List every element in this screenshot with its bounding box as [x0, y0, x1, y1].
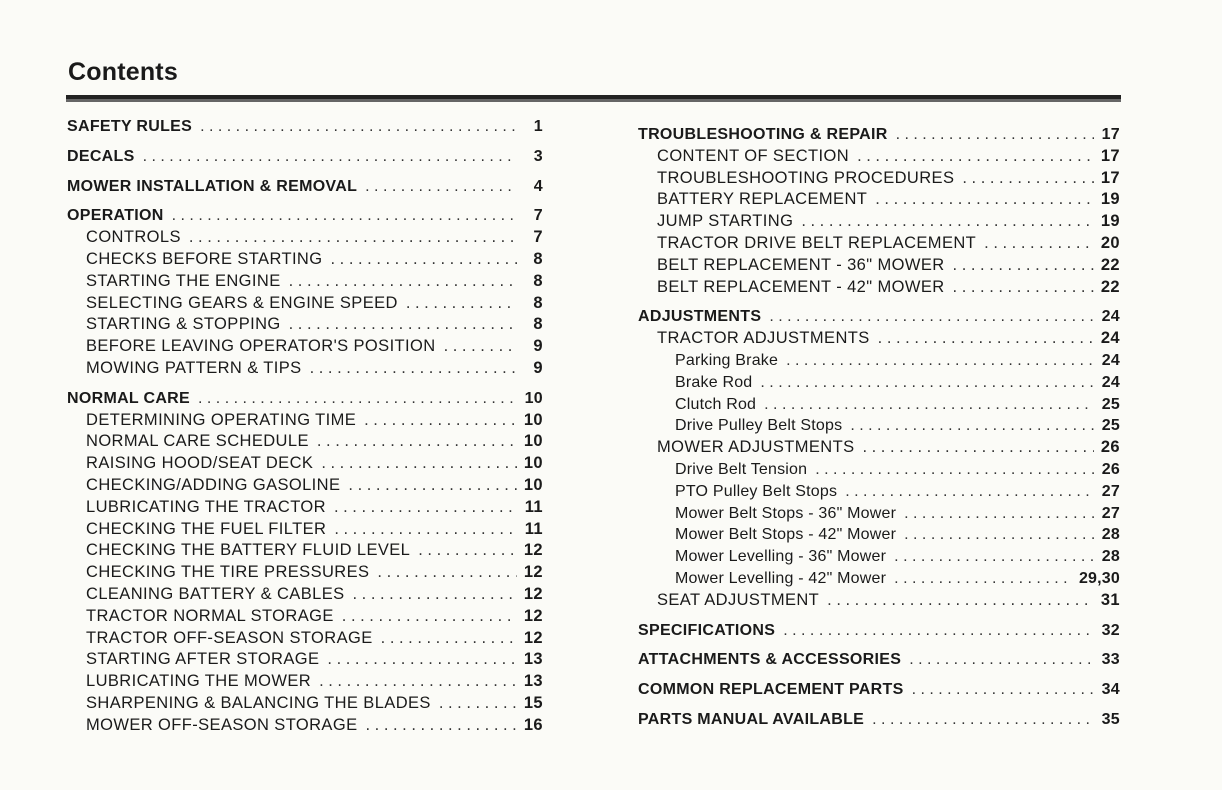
dot-leader	[439, 693, 517, 715]
dot-leader	[365, 176, 517, 198]
toc-entry	[638, 503, 1120, 525]
toc-entry-label: TRACTOR OFF-SEASON STORAGE	[86, 628, 373, 647]
toc-entry-page: 11	[524, 519, 543, 538]
toc-entry-page: 17	[1101, 126, 1120, 143]
toc-entry	[638, 350, 1120, 372]
title-divider	[66, 95, 1121, 99]
toc-entry-label: STARTING & STOPPING	[86, 315, 281, 334]
toc-entry	[67, 584, 543, 606]
toc-entry	[67, 431, 543, 453]
toc-entry-label: CHECKING THE FUEL FILTER	[86, 519, 327, 538]
toc-entry-label: Mower Levelling - 36" Mower	[675, 548, 887, 566]
toc-entry	[638, 211, 1120, 233]
toc-entry	[67, 271, 543, 293]
toc-entry-page: 8	[533, 271, 543, 290]
contents-left-column	[67, 116, 543, 737]
toc-entry-label: TROUBLESHOOTING & REPAIR	[638, 126, 888, 143]
dot-leader	[912, 679, 1094, 701]
toc-entry-page: 3	[533, 147, 543, 165]
toc-entry-page: 24	[1101, 308, 1120, 326]
toc-entry	[638, 459, 1120, 481]
toc-entry-page: 9	[533, 337, 543, 356]
dot-leader	[334, 497, 517, 519]
toc-entry-label: TROUBLESHOOTING PROCEDURES	[657, 168, 955, 187]
toc-entry-page: 15	[523, 693, 543, 712]
toc-entry	[67, 410, 543, 432]
toc-entry-label: SELECTING GEARS & ENGINE SPEED	[86, 293, 398, 312]
dot-leader	[815, 459, 1094, 481]
dot-leader	[875, 189, 1094, 211]
dot-leader	[801, 211, 1094, 233]
toc-entry-page: 33	[1101, 651, 1120, 669]
dot-leader	[894, 546, 1094, 568]
toc-entry	[638, 524, 1120, 546]
toc-entry-page: 10	[523, 475, 543, 494]
toc-entry	[638, 372, 1120, 394]
dot-leader	[321, 453, 517, 475]
toc-entry	[67, 628, 543, 650]
toc-entry-label: BELT REPLACEMENT - 42" MOWER	[657, 277, 945, 296]
toc-entry-page: 20	[1100, 233, 1120, 252]
toc-entry-page: 12	[523, 541, 543, 560]
toc-entry-page: 10	[523, 410, 543, 429]
dot-leader	[330, 249, 517, 271]
toc-entry-page: 26	[1100, 438, 1120, 457]
toc-entry-page: 10	[523, 454, 543, 473]
dot-leader	[334, 519, 517, 541]
toc-entry-label: ADJUSTMENTS	[638, 308, 762, 326]
toc-entry-page: 25	[1101, 417, 1120, 435]
dot-leader	[418, 540, 517, 562]
toc-entry-label: Mower Levelling - 42" Mower	[675, 569, 887, 587]
dot-leader	[764, 394, 1094, 416]
dot-leader	[850, 415, 1094, 437]
toc-entry-label: BEFORE LEAVING OPERATOR'S POSITION	[86, 337, 436, 356]
dot-leader	[909, 649, 1094, 671]
toc-entry-label: CHECKING/ADDING GASOLINE	[86, 475, 341, 494]
toc-entry	[638, 124, 1120, 146]
toc-entry-page: 4	[533, 177, 543, 195]
toc-entry-page: 12	[523, 584, 543, 603]
toc-entry	[67, 562, 543, 584]
toc-entry-page: 8	[533, 315, 543, 334]
toc-entry	[67, 314, 543, 336]
toc-entry	[638, 189, 1120, 211]
toc-entry	[638, 568, 1120, 590]
toc-entry-label: OPERATION	[67, 207, 164, 225]
toc-entry-page: 16	[523, 715, 543, 734]
dot-leader	[904, 503, 1094, 525]
dot-leader	[894, 568, 1073, 590]
toc-entry-label: SAFETY RULES	[67, 118, 193, 135]
toc-entry-label: LUBRICATING THE MOWER	[86, 672, 312, 691]
toc-entry-page: 17	[1100, 168, 1120, 187]
toc-entry-label: Parking Brake	[675, 351, 779, 369]
toc-entry	[638, 255, 1120, 277]
toc-entry-page: 32	[1101, 621, 1120, 639]
toc-entry	[638, 233, 1120, 255]
dot-leader	[319, 671, 517, 693]
dot-leader	[444, 336, 517, 358]
toc-entry	[638, 277, 1120, 299]
toc-entry-page: 27	[1101, 504, 1120, 522]
toc-entry-label: CONTROLS	[86, 228, 181, 247]
toc-entry-label: STARTING AFTER STORAGE	[86, 650, 320, 669]
toc-entry	[638, 168, 1120, 190]
dot-leader	[953, 255, 1094, 277]
toc-entry	[67, 249, 543, 271]
toc-entry	[67, 693, 543, 715]
toc-entry-page: 28	[1101, 526, 1120, 544]
toc-entry	[67, 293, 543, 315]
dot-leader	[953, 277, 1094, 299]
toc-entry-page: 31	[1100, 590, 1120, 609]
toc-entry-label: LUBRICATING THE TRACTOR	[86, 497, 326, 516]
dot-leader	[310, 358, 517, 380]
toc-entry-page: 7	[533, 207, 543, 225]
contents-right-column	[638, 124, 1120, 731]
toc-entry	[638, 546, 1120, 568]
toc-entry-page: 12	[523, 563, 543, 582]
dot-leader	[198, 388, 517, 410]
toc-entry-label: Mower Belt Stops - 36" Mower	[675, 504, 897, 522]
toc-entry	[638, 146, 1120, 168]
dot-leader	[786, 350, 1094, 372]
toc-entry	[638, 709, 1120, 731]
toc-entry	[638, 328, 1120, 350]
toc-entry-page: 34	[1101, 681, 1120, 699]
toc-entry	[67, 176, 543, 198]
toc-entry-page: 28	[1101, 548, 1120, 566]
toc-entry	[638, 679, 1120, 701]
toc-entry	[67, 497, 543, 519]
toc-entry	[67, 715, 543, 737]
dot-leader	[381, 628, 517, 650]
toc-entry-label: ATTACHMENTS & ACCESSORIES	[638, 651, 902, 669]
dot-leader	[327, 649, 517, 671]
dot-leader	[845, 481, 1094, 503]
toc-entry-label: Mower Belt Stops - 42" Mower	[675, 526, 897, 544]
dot-leader	[769, 306, 1094, 328]
toc-entry	[67, 671, 543, 693]
toc-entry	[67, 606, 543, 628]
dot-leader	[289, 314, 517, 336]
toc-entry-page: 13	[523, 672, 543, 691]
page-title: Contents	[68, 58, 178, 86]
toc-entry	[67, 388, 543, 410]
toc-entry-page: 22	[1100, 255, 1120, 274]
toc-entry-label: Clutch Rod	[675, 395, 757, 413]
dot-leader	[289, 271, 517, 293]
dot-leader	[143, 146, 517, 168]
toc-entry-page: 8	[533, 293, 543, 312]
toc-entry-label: JUMP STARTING	[657, 212, 794, 231]
dot-leader	[962, 168, 1094, 190]
toc-entry-page: 29,30	[1078, 569, 1120, 587]
toc-entry-label: CHECKING THE BATTERY FLUID LEVEL	[86, 541, 411, 560]
toc-entry-label: DECALS	[67, 147, 135, 165]
toc-entry-label: NORMAL CARE	[67, 389, 191, 407]
toc-entry-label: CHECKING THE TIRE PRESSURES	[86, 563, 370, 582]
toc-entry	[638, 306, 1120, 328]
dot-leader	[878, 328, 1094, 350]
toc-entry-page: 27	[1101, 482, 1120, 500]
dot-leader	[200, 116, 517, 138]
dot-leader	[857, 146, 1094, 168]
toc-entry	[638, 394, 1120, 416]
toc-entry-label: CLEANING BATTERY & CABLES	[86, 584, 345, 603]
toc-entry-label: SEAT ADJUSTMENT	[657, 590, 820, 609]
toc-entry-page: 12	[523, 628, 543, 647]
toc-entry-page: 7	[533, 228, 543, 247]
toc-entry	[638, 590, 1120, 612]
dot-leader	[342, 606, 517, 628]
toc-entry-page: 19	[1100, 212, 1120, 231]
toc-entry-page: 24	[1101, 373, 1120, 391]
toc-entry-label: Drive Pulley Belt Stops	[675, 417, 843, 435]
toc-entry-label: Brake Rod	[675, 373, 753, 391]
toc-entry	[638, 437, 1120, 459]
dot-leader	[189, 227, 517, 249]
toc-entry-page: 17	[1100, 146, 1120, 165]
toc-entry	[638, 481, 1120, 503]
dot-leader	[348, 475, 517, 497]
toc-entry-page: 24	[1100, 329, 1120, 348]
toc-entry-label: DETERMINING OPERATING TIME	[86, 410, 357, 429]
dot-leader	[896, 124, 1094, 146]
toc-entry-label: COMMON REPLACEMENT PARTS	[638, 681, 904, 699]
toc-entry-label: RAISING HOOD/SEAT DECK	[86, 454, 314, 473]
toc-entry-label: TRACTOR NORMAL STORAGE	[86, 606, 334, 625]
toc-entry	[67, 358, 543, 380]
toc-entry-label: TRACTOR ADJUSTMENTS	[657, 329, 870, 348]
toc-entry	[67, 336, 543, 358]
dot-leader	[172, 205, 517, 227]
toc-entry-label: CONTENT OF SECTION	[657, 146, 850, 165]
toc-entry-label: BATTERY REPLACEMENT	[657, 190, 868, 209]
toc-entry	[67, 116, 543, 138]
toc-entry	[67, 649, 543, 671]
dot-leader	[364, 410, 517, 432]
toc-entry	[67, 519, 543, 541]
toc-entry-label: Drive Belt Tension	[675, 460, 808, 478]
toc-entry-page: 22	[1100, 277, 1120, 296]
dot-leader	[406, 293, 517, 315]
toc-entry	[638, 620, 1120, 642]
dot-leader	[827, 590, 1094, 612]
toc-entry-label: MOWER OFF-SEASON STORAGE	[86, 715, 358, 734]
toc-entry-label: MOWING PATTERN & TIPS	[86, 358, 302, 377]
toc-entry-label: STARTING THE ENGINE	[86, 271, 281, 290]
toc-entry-label: SHARPENING & BALANCING THE BLADES	[86, 693, 431, 712]
toc-entry-page: 19	[1100, 190, 1120, 209]
toc-entry	[67, 146, 543, 168]
toc-entry-label: PARTS MANUAL AVAILABLE	[638, 710, 865, 728]
toc-entry-page: 13	[523, 650, 543, 669]
toc-entry-page: 12	[523, 606, 543, 625]
toc-entry	[638, 649, 1120, 671]
toc-entry-page: 26	[1101, 460, 1120, 478]
toc-entry-label: NORMAL CARE SCHEDULE	[86, 432, 309, 451]
dot-leader	[872, 709, 1094, 731]
toc-entry	[67, 540, 543, 562]
dot-leader	[984, 233, 1094, 255]
toc-entry-label: TRACTOR DRIVE BELT REPLACEMENT	[657, 233, 977, 252]
dot-leader	[862, 437, 1094, 459]
toc-entry-label: MOWER ADJUSTMENTS	[657, 438, 855, 457]
dot-leader	[783, 620, 1094, 642]
dot-leader	[760, 372, 1094, 394]
toc-entry-page: 9	[533, 358, 543, 377]
toc-entry-page: 11	[524, 497, 543, 516]
toc-entry	[67, 453, 543, 475]
dot-leader	[353, 584, 518, 606]
toc-entry-page: 10	[524, 389, 543, 407]
dot-leader	[377, 562, 517, 584]
toc-entry-label: CHECKS BEFORE STARTING	[86, 249, 323, 268]
toc-entry	[67, 475, 543, 497]
toc-entry-label: SPECIFICATIONS	[638, 621, 776, 639]
toc-entry-label: MOWER INSTALLATION & REMOVAL	[67, 177, 358, 195]
dot-leader	[317, 431, 517, 453]
toc-entry-label: PTO Pulley Belt Stops	[675, 482, 838, 500]
toc-entry-page: 25	[1101, 395, 1120, 413]
toc-entry-page: 10	[523, 432, 543, 451]
toc-entry-page: 35	[1101, 710, 1120, 728]
toc-entry-page: 1	[533, 118, 543, 135]
dot-leader	[904, 524, 1094, 546]
toc-entry-page: 24	[1101, 351, 1120, 369]
toc-entry	[67, 227, 543, 249]
toc-entry-label: BELT REPLACEMENT - 36" MOWER	[657, 255, 945, 274]
dot-leader	[365, 715, 517, 737]
toc-entry-page: 8	[533, 249, 543, 268]
toc-entry	[67, 205, 543, 227]
toc-entry	[638, 415, 1120, 437]
